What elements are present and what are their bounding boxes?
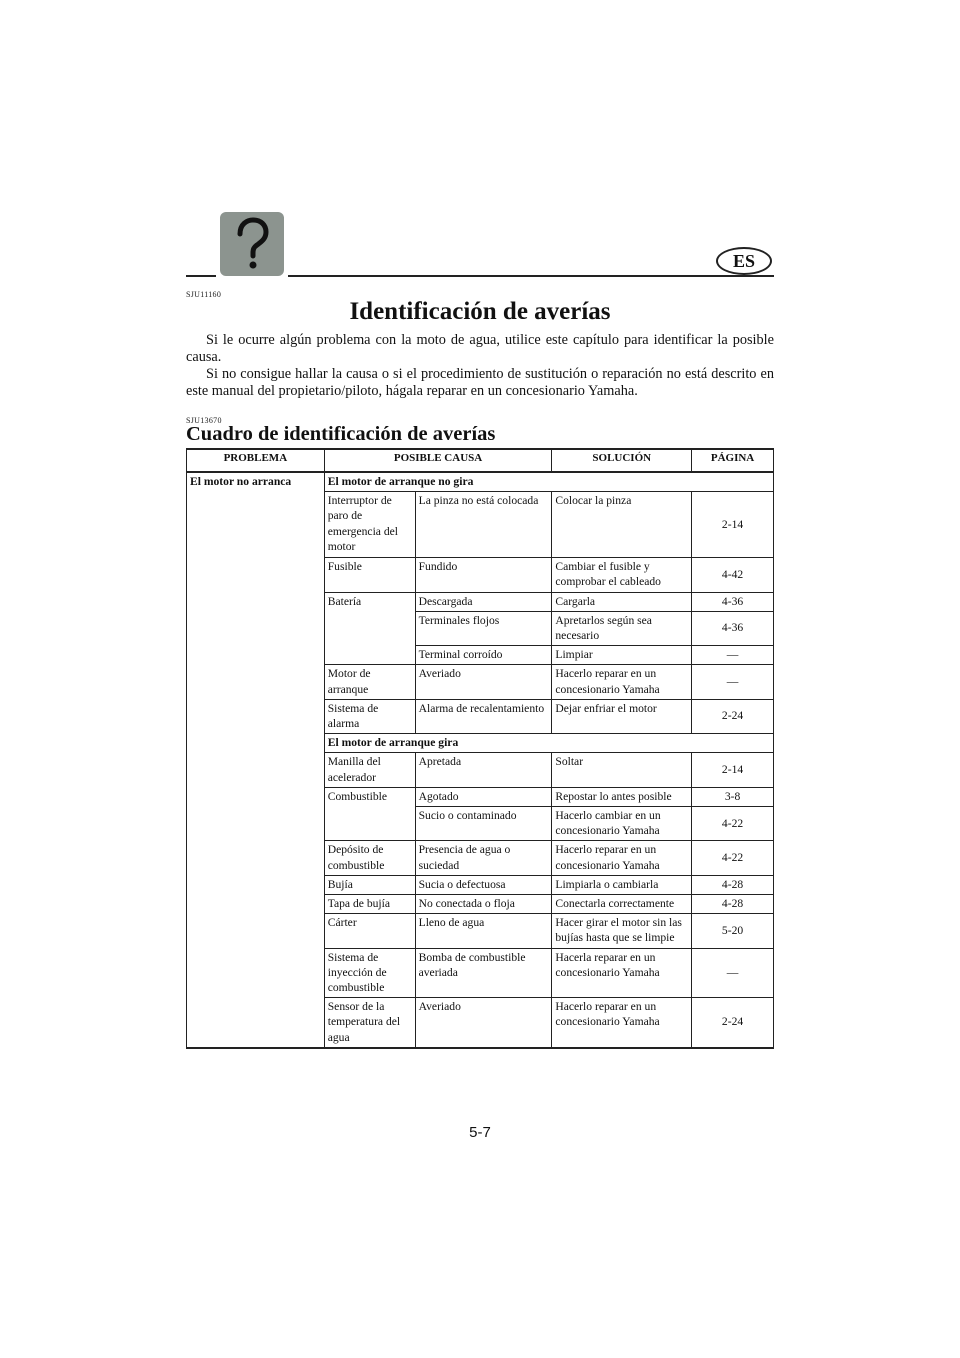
page-cell: 2-24 — [692, 699, 774, 733]
troubleshooting-table — [186, 448, 774, 1049]
table-row — [187, 472, 774, 492]
page-number: 5-7 — [469, 1124, 491, 1141]
solution-cell: Hacerlo reparar en un concesionario Yamaha — [552, 665, 692, 699]
solution-cell: Apretarlos según sea necesario — [552, 611, 692, 645]
solution-cell: Dejar enfriar el motor — [552, 699, 692, 733]
page-cell: — — [692, 948, 774, 998]
subsection-title: Cuadro de identificación de averías — [186, 423, 496, 445]
cause-cell: Presencia de agua o suciedad — [415, 841, 552, 875]
page-cell: 4-28 — [692, 875, 774, 894]
header-problema: PROBLEMA — [187, 449, 325, 472]
page-cell: 4-42 — [692, 558, 774, 592]
cause-cell: Bomba de combustible averiada — [415, 948, 552, 998]
page-cell: 2-14 — [692, 492, 774, 558]
intro-paragraph-1: Si le ocurre algún problema con la moto de agua, utilice este capítulo para identificar la posible causa. — [186, 332, 774, 365]
solution-cell: Colocar la pinza — [552, 492, 692, 558]
component-cell: Depósito de combustible — [324, 841, 415, 875]
page-cell: 4-36 — [692, 592, 774, 611]
component-cell: Tapa de bujía — [324, 895, 415, 914]
problem-cell: El motor no arranca — [187, 472, 325, 1048]
page-cell: 4-22 — [692, 807, 774, 841]
cause-cell: Sucio o contaminado — [415, 807, 552, 841]
page-cell: — — [692, 646, 774, 665]
table-header-row — [187, 449, 774, 472]
header-solucion: SOLUCIÓN — [552, 449, 692, 472]
cause-cell: Apretada — [415, 753, 552, 787]
cause-cell: Agotado — [415, 787, 552, 806]
component-cell: Combustible — [324, 787, 415, 841]
page-cell: 2-14 — [692, 753, 774, 787]
group-title: El motor de arranque gira — [324, 734, 773, 753]
component-cell: Batería — [324, 592, 415, 665]
solution-cell: Hacerla reparar en un concesionario Yamaha — [552, 948, 692, 998]
solution-cell: Repostar lo antes posible — [552, 787, 692, 806]
cause-cell: Fundido — [415, 558, 552, 592]
solution-cell: Limpiar — [552, 646, 692, 665]
solution-cell: Hacerlo reparar en un concesionario Yamaha — [552, 841, 692, 875]
page-cell: 4-28 — [692, 895, 774, 914]
cause-cell: Lleno de agua — [415, 914, 552, 948]
component-cell: Bujía — [324, 875, 415, 894]
solution-cell: Limpiarla o cambiarla — [552, 875, 692, 894]
section-title: Identificación de averías — [349, 298, 611, 325]
language-badge: ES — [716, 247, 772, 275]
solution-cell: Hacerlo reparar en un concesionario Yamaha — [552, 998, 692, 1048]
cause-cell: Alarma de recalentamiento — [415, 699, 552, 733]
page-cell: — — [692, 665, 774, 699]
solution-cell: Cambiar el fusible y comprobar el cableado — [552, 558, 692, 592]
header-rule — [288, 275, 774, 277]
component-cell: Cárter — [324, 914, 415, 948]
page-cell: 4-36 — [692, 611, 774, 645]
group-title: El motor de arranque no gira — [324, 472, 773, 492]
component-cell: Sensor de la temperatura del agua — [324, 998, 415, 1048]
question-mark-icon — [220, 212, 284, 276]
subsection-code: SJU13670 — [186, 416, 222, 425]
component-cell: Sistema de inyección de combustible — [324, 948, 415, 998]
intro-paragraph-2: Si no consigue hallar la causa o si el procedimiento de sustitución o reparación no está descrito en este manual del propietario/piloto, hágala reparar en un concesionario Yamaha. — [186, 366, 774, 399]
cause-cell: Terminales flojos — [415, 611, 552, 645]
solution-cell: Hacer girar el motor sin las bujías hasta que se limpie — [552, 914, 692, 948]
component-cell: Interruptor de paro de emergencia del motor — [324, 492, 415, 558]
cause-cell: Terminal corroído — [415, 646, 552, 665]
cause-cell: Averiado — [415, 665, 552, 699]
header-rule-left — [186, 275, 216, 277]
cause-cell: Descargada — [415, 592, 552, 611]
component-cell: Fusible — [324, 558, 415, 592]
solution-cell: Conectarla correctamente — [552, 895, 692, 914]
page-cell: 4-22 — [692, 841, 774, 875]
page-cell: 5-20 — [692, 914, 774, 948]
header-causa: POSIBLE CAUSA — [324, 449, 552, 472]
cause-cell: La pinza no está colocada — [415, 492, 552, 558]
cause-cell: Averiado — [415, 998, 552, 1048]
header-pagina: PÁGINA — [692, 449, 774, 472]
component-cell: Sistema de alarma — [324, 699, 415, 733]
solution-cell: Soltar — [552, 753, 692, 787]
section-code: SJU11160 — [186, 290, 222, 299]
component-cell: Motor de arranque — [324, 665, 415, 699]
component-cell: Manilla del acelerador — [324, 753, 415, 787]
page-cell: 3-8 — [692, 787, 774, 806]
cause-cell: No conectada o floja — [415, 895, 552, 914]
solution-cell: Hacerlo cambiar en un concesionario Yamaha — [552, 807, 692, 841]
page-cell: 2-24 — [692, 998, 774, 1048]
solution-cell: Cargarla — [552, 592, 692, 611]
cause-cell: Sucia o defectuosa — [415, 875, 552, 894]
